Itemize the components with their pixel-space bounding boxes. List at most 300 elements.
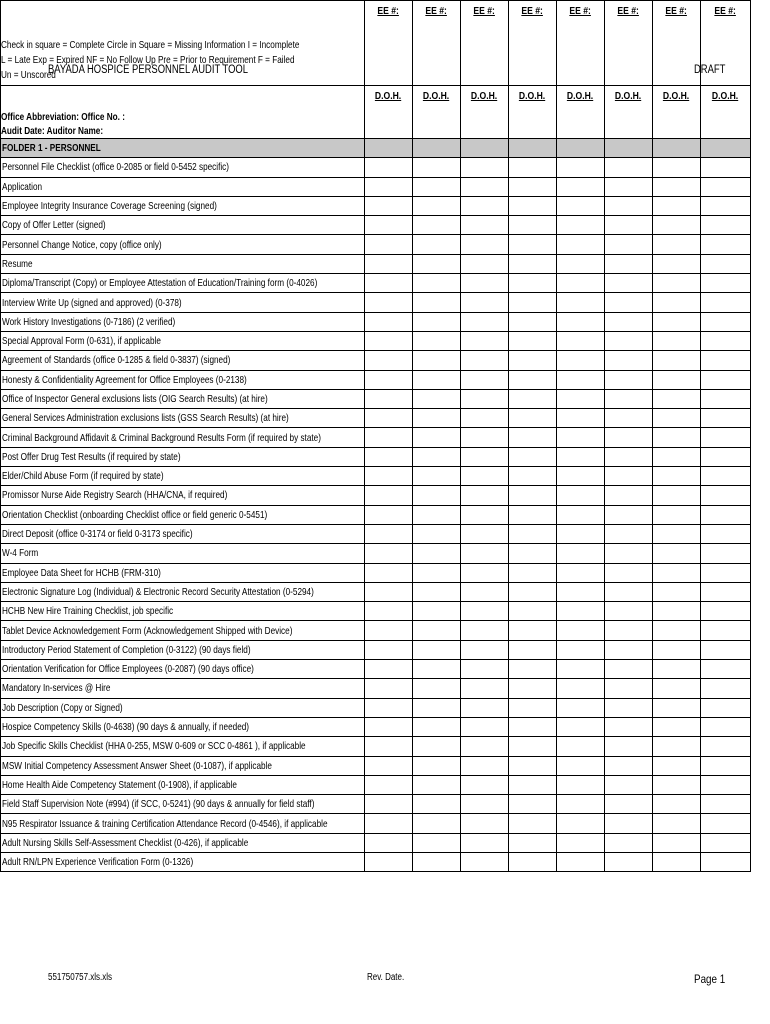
audit-check-cell[interactable] xyxy=(461,254,509,273)
audit-check-cell[interactable] xyxy=(509,196,557,215)
audit-check-cell[interactable] xyxy=(413,582,461,601)
audit-check-cell[interactable] xyxy=(413,660,461,679)
audit-check-cell[interactable] xyxy=(557,274,605,293)
audit-check-cell[interactable] xyxy=(365,679,413,698)
audit-check-cell[interactable] xyxy=(605,467,653,486)
audit-check-cell[interactable] xyxy=(653,795,701,814)
audit-check-cell[interactable] xyxy=(413,544,461,563)
audit-check-cell[interactable] xyxy=(557,717,605,736)
audit-check-cell[interactable] xyxy=(701,544,751,563)
audit-check-cell[interactable] xyxy=(413,351,461,370)
audit-check-cell[interactable] xyxy=(461,544,509,563)
audit-check-cell[interactable] xyxy=(653,467,701,486)
audit-check-cell[interactable] xyxy=(413,312,461,331)
audit-check-cell[interactable] xyxy=(413,389,461,408)
audit-check-cell[interactable] xyxy=(413,196,461,215)
audit-check-cell[interactable] xyxy=(605,196,653,215)
audit-check-cell[interactable] xyxy=(413,852,461,871)
audit-check-cell[interactable] xyxy=(653,331,701,350)
audit-check-cell[interactable] xyxy=(557,486,605,505)
audit-check-cell[interactable] xyxy=(701,312,751,331)
audit-check-cell[interactable] xyxy=(653,640,701,659)
audit-check-cell[interactable] xyxy=(413,274,461,293)
audit-check-cell[interactable] xyxy=(365,293,413,312)
audit-check-cell[interactable] xyxy=(605,602,653,621)
audit-check-cell[interactable] xyxy=(509,274,557,293)
audit-check-cell[interactable] xyxy=(653,679,701,698)
audit-check-cell[interactable] xyxy=(653,486,701,505)
audit-check-cell[interactable] xyxy=(461,698,509,717)
audit-check-cell[interactable] xyxy=(605,679,653,698)
audit-check-cell[interactable] xyxy=(653,524,701,543)
audit-check-cell[interactable] xyxy=(413,254,461,273)
audit-check-cell[interactable] xyxy=(461,235,509,254)
audit-check-cell[interactable] xyxy=(701,679,751,698)
audit-check-cell[interactable] xyxy=(461,717,509,736)
audit-check-cell[interactable] xyxy=(557,447,605,466)
audit-check-cell[interactable] xyxy=(461,389,509,408)
audit-check-cell[interactable] xyxy=(557,660,605,679)
audit-check-cell[interactable] xyxy=(509,544,557,563)
audit-check-cell[interactable] xyxy=(701,196,751,215)
audit-check-cell[interactable] xyxy=(701,795,751,814)
audit-check-cell[interactable] xyxy=(605,312,653,331)
audit-check-cell[interactable] xyxy=(509,312,557,331)
audit-check-cell[interactable] xyxy=(413,602,461,621)
audit-check-cell[interactable] xyxy=(509,814,557,833)
audit-check-cell[interactable] xyxy=(365,698,413,717)
audit-check-cell[interactable] xyxy=(701,775,751,794)
audit-check-cell[interactable] xyxy=(653,621,701,640)
audit-check-cell[interactable] xyxy=(653,814,701,833)
audit-check-cell[interactable] xyxy=(365,370,413,389)
audit-check-cell[interactable] xyxy=(365,524,413,543)
audit-check-cell[interactable] xyxy=(413,409,461,428)
audit-check-cell[interactable] xyxy=(365,467,413,486)
audit-check-cell[interactable] xyxy=(365,351,413,370)
audit-check-cell[interactable] xyxy=(653,235,701,254)
ee-header-cell[interactable] xyxy=(557,1,605,86)
audit-check-cell[interactable] xyxy=(461,331,509,350)
audit-check-cell[interactable] xyxy=(701,370,751,389)
audit-check-cell[interactable] xyxy=(701,814,751,833)
audit-check-cell[interactable] xyxy=(413,833,461,852)
audit-check-cell[interactable] xyxy=(605,254,653,273)
audit-check-cell[interactable] xyxy=(461,602,509,621)
audit-check-cell[interactable] xyxy=(509,486,557,505)
audit-check-cell[interactable] xyxy=(557,563,605,582)
audit-check-cell[interactable] xyxy=(653,196,701,215)
audit-check-cell[interactable] xyxy=(557,795,605,814)
audit-check-cell[interactable] xyxy=(461,351,509,370)
audit-check-cell[interactable] xyxy=(605,293,653,312)
audit-check-cell[interactable] xyxy=(653,660,701,679)
audit-check-cell[interactable] xyxy=(413,177,461,196)
audit-check-cell[interactable] xyxy=(605,814,653,833)
audit-check-cell[interactable] xyxy=(413,486,461,505)
audit-check-cell[interactable] xyxy=(557,351,605,370)
audit-check-cell[interactable] xyxy=(701,717,751,736)
audit-check-cell[interactable] xyxy=(461,177,509,196)
audit-check-cell[interactable] xyxy=(413,216,461,235)
audit-check-cell[interactable] xyxy=(413,428,461,447)
audit-check-cell[interactable] xyxy=(461,428,509,447)
audit-check-cell[interactable] xyxy=(653,717,701,736)
ee-header-cell[interactable] xyxy=(461,1,509,86)
audit-check-cell[interactable] xyxy=(365,660,413,679)
audit-check-cell[interactable] xyxy=(653,775,701,794)
audit-check-cell[interactable] xyxy=(557,544,605,563)
audit-check-cell[interactable] xyxy=(365,428,413,447)
audit-check-cell[interactable] xyxy=(365,254,413,273)
audit-check-cell[interactable] xyxy=(461,660,509,679)
ee-header-cell[interactable] xyxy=(509,1,557,86)
audit-check-cell[interactable] xyxy=(653,505,701,524)
audit-check-cell[interactable] xyxy=(557,505,605,524)
doh-header-cell[interactable] xyxy=(653,86,701,139)
audit-check-cell[interactable] xyxy=(653,274,701,293)
audit-check-cell[interactable] xyxy=(653,409,701,428)
doh-header-cell[interactable] xyxy=(365,86,413,139)
audit-check-cell[interactable] xyxy=(461,293,509,312)
audit-check-cell[interactable] xyxy=(653,177,701,196)
audit-check-cell[interactable] xyxy=(701,833,751,852)
audit-check-cell[interactable] xyxy=(605,409,653,428)
audit-check-cell[interactable] xyxy=(461,833,509,852)
audit-check-cell[interactable] xyxy=(701,158,751,177)
audit-check-cell[interactable] xyxy=(605,640,653,659)
audit-check-cell[interactable] xyxy=(701,698,751,717)
audit-check-cell[interactable] xyxy=(557,158,605,177)
audit-check-cell[interactable] xyxy=(557,582,605,601)
doh-header-cell[interactable] xyxy=(509,86,557,139)
audit-check-cell[interactable] xyxy=(701,621,751,640)
audit-check-cell[interactable] xyxy=(653,312,701,331)
audit-check-cell[interactable] xyxy=(365,833,413,852)
audit-check-cell[interactable] xyxy=(365,505,413,524)
audit-check-cell[interactable] xyxy=(605,331,653,350)
audit-check-cell[interactable] xyxy=(557,177,605,196)
audit-check-cell[interactable] xyxy=(461,737,509,756)
audit-check-cell[interactable] xyxy=(365,756,413,775)
audit-check-cell[interactable] xyxy=(701,756,751,775)
audit-check-cell[interactable] xyxy=(509,351,557,370)
audit-check-cell[interactable] xyxy=(557,602,605,621)
audit-check-cell[interactable] xyxy=(653,544,701,563)
audit-check-cell[interactable] xyxy=(509,428,557,447)
audit-check-cell[interactable] xyxy=(557,814,605,833)
audit-check-cell[interactable] xyxy=(365,852,413,871)
audit-check-cell[interactable] xyxy=(461,370,509,389)
doh-header-cell[interactable] xyxy=(701,86,751,139)
audit-check-cell[interactable] xyxy=(509,833,557,852)
audit-check-cell[interactable] xyxy=(557,428,605,447)
audit-check-cell[interactable] xyxy=(701,254,751,273)
audit-check-cell[interactable] xyxy=(365,544,413,563)
audit-check-cell[interactable] xyxy=(557,196,605,215)
doh-header-cell[interactable] xyxy=(605,86,653,139)
audit-check-cell[interactable] xyxy=(365,409,413,428)
audit-check-cell[interactable] xyxy=(461,582,509,601)
audit-check-cell[interactable] xyxy=(365,814,413,833)
audit-check-cell[interactable] xyxy=(509,640,557,659)
audit-check-cell[interactable] xyxy=(509,717,557,736)
audit-check-cell[interactable] xyxy=(653,582,701,601)
audit-check-cell[interactable] xyxy=(509,409,557,428)
audit-check-cell[interactable] xyxy=(365,717,413,736)
audit-check-cell[interactable] xyxy=(653,447,701,466)
audit-check-cell[interactable] xyxy=(461,467,509,486)
audit-check-cell[interactable] xyxy=(413,621,461,640)
audit-check-cell[interactable] xyxy=(653,563,701,582)
audit-check-cell[interactable] xyxy=(509,389,557,408)
audit-check-cell[interactable] xyxy=(413,293,461,312)
audit-check-cell[interactable] xyxy=(605,717,653,736)
audit-check-cell[interactable] xyxy=(413,679,461,698)
audit-check-cell[interactable] xyxy=(557,331,605,350)
audit-check-cell[interactable] xyxy=(605,524,653,543)
audit-check-cell[interactable] xyxy=(701,524,751,543)
audit-check-cell[interactable] xyxy=(365,274,413,293)
audit-check-cell[interactable] xyxy=(509,737,557,756)
audit-check-cell[interactable] xyxy=(461,505,509,524)
audit-check-cell[interactable] xyxy=(605,852,653,871)
audit-check-cell[interactable] xyxy=(701,486,751,505)
audit-check-cell[interactable] xyxy=(701,582,751,601)
audit-check-cell[interactable] xyxy=(509,254,557,273)
audit-check-cell[interactable] xyxy=(701,505,751,524)
audit-check-cell[interactable] xyxy=(701,467,751,486)
audit-check-cell[interactable] xyxy=(701,447,751,466)
audit-check-cell[interactable] xyxy=(365,737,413,756)
audit-check-cell[interactable] xyxy=(365,235,413,254)
audit-check-cell[interactable] xyxy=(557,737,605,756)
audit-check-cell[interactable] xyxy=(605,563,653,582)
audit-check-cell[interactable] xyxy=(701,389,751,408)
audit-check-cell[interactable] xyxy=(605,795,653,814)
audit-check-cell[interactable] xyxy=(605,177,653,196)
audit-check-cell[interactable] xyxy=(509,621,557,640)
audit-check-cell[interactable] xyxy=(413,737,461,756)
audit-check-cell[interactable] xyxy=(557,833,605,852)
audit-check-cell[interactable] xyxy=(557,293,605,312)
audit-check-cell[interactable] xyxy=(557,698,605,717)
doh-header-cell[interactable] xyxy=(557,86,605,139)
audit-check-cell[interactable] xyxy=(557,370,605,389)
audit-check-cell[interactable] xyxy=(461,524,509,543)
audit-check-cell[interactable] xyxy=(557,216,605,235)
audit-check-cell[interactable] xyxy=(701,428,751,447)
audit-check-cell[interactable] xyxy=(557,524,605,543)
audit-check-cell[interactable] xyxy=(701,293,751,312)
audit-check-cell[interactable] xyxy=(509,679,557,698)
audit-check-cell[interactable] xyxy=(365,486,413,505)
audit-check-cell[interactable] xyxy=(701,737,751,756)
audit-check-cell[interactable] xyxy=(701,274,751,293)
audit-check-cell[interactable] xyxy=(509,505,557,524)
audit-check-cell[interactable] xyxy=(365,196,413,215)
audit-check-cell[interactable] xyxy=(605,389,653,408)
audit-check-cell[interactable] xyxy=(557,409,605,428)
audit-check-cell[interactable] xyxy=(461,775,509,794)
audit-check-cell[interactable] xyxy=(557,640,605,659)
audit-check-cell[interactable] xyxy=(413,447,461,466)
audit-check-cell[interactable] xyxy=(365,795,413,814)
audit-check-cell[interactable] xyxy=(365,158,413,177)
audit-check-cell[interactable] xyxy=(365,775,413,794)
audit-check-cell[interactable] xyxy=(365,563,413,582)
audit-check-cell[interactable] xyxy=(365,640,413,659)
audit-check-cell[interactable] xyxy=(701,852,751,871)
audit-check-cell[interactable] xyxy=(461,640,509,659)
audit-check-cell[interactable] xyxy=(605,486,653,505)
audit-check-cell[interactable] xyxy=(605,447,653,466)
audit-check-cell[interactable] xyxy=(365,216,413,235)
audit-check-cell[interactable] xyxy=(365,621,413,640)
audit-check-cell[interactable] xyxy=(461,312,509,331)
audit-check-cell[interactable] xyxy=(413,563,461,582)
audit-check-cell[interactable] xyxy=(605,698,653,717)
audit-check-cell[interactable] xyxy=(461,158,509,177)
audit-check-cell[interactable] xyxy=(605,158,653,177)
audit-check-cell[interactable] xyxy=(701,177,751,196)
audit-check-cell[interactable] xyxy=(605,370,653,389)
audit-check-cell[interactable] xyxy=(557,852,605,871)
audit-check-cell[interactable] xyxy=(413,158,461,177)
audit-check-cell[interactable] xyxy=(413,505,461,524)
audit-check-cell[interactable] xyxy=(413,640,461,659)
audit-check-cell[interactable] xyxy=(509,370,557,389)
audit-check-cell[interactable] xyxy=(653,698,701,717)
audit-check-cell[interactable] xyxy=(509,293,557,312)
audit-check-cell[interactable] xyxy=(365,602,413,621)
audit-check-cell[interactable] xyxy=(605,775,653,794)
audit-check-cell[interactable] xyxy=(701,640,751,659)
audit-check-cell[interactable] xyxy=(413,331,461,350)
audit-check-cell[interactable] xyxy=(509,524,557,543)
audit-check-cell[interactable] xyxy=(653,293,701,312)
audit-check-cell[interactable] xyxy=(509,582,557,601)
audit-check-cell[interactable] xyxy=(413,795,461,814)
audit-check-cell[interactable] xyxy=(509,447,557,466)
audit-check-cell[interactable] xyxy=(413,775,461,794)
audit-check-cell[interactable] xyxy=(653,158,701,177)
audit-check-cell[interactable] xyxy=(365,331,413,350)
audit-check-cell[interactable] xyxy=(557,775,605,794)
audit-check-cell[interactable] xyxy=(653,737,701,756)
audit-check-cell[interactable] xyxy=(509,467,557,486)
audit-check-cell[interactable] xyxy=(461,563,509,582)
audit-check-cell[interactable] xyxy=(605,216,653,235)
audit-check-cell[interactable] xyxy=(461,852,509,871)
audit-check-cell[interactable] xyxy=(557,235,605,254)
audit-check-cell[interactable] xyxy=(557,254,605,273)
audit-check-cell[interactable] xyxy=(461,216,509,235)
audit-check-cell[interactable] xyxy=(461,486,509,505)
audit-check-cell[interactable] xyxy=(605,756,653,775)
audit-check-cell[interactable] xyxy=(701,351,751,370)
ee-header-cell[interactable] xyxy=(365,1,413,86)
audit-check-cell[interactable] xyxy=(701,216,751,235)
audit-check-cell[interactable] xyxy=(653,428,701,447)
audit-check-cell[interactable] xyxy=(461,756,509,775)
audit-check-cell[interactable] xyxy=(413,717,461,736)
audit-check-cell[interactable] xyxy=(653,351,701,370)
audit-check-cell[interactable] xyxy=(557,621,605,640)
audit-check-cell[interactable] xyxy=(509,216,557,235)
audit-check-cell[interactable] xyxy=(365,389,413,408)
doh-header-cell[interactable] xyxy=(413,86,461,139)
audit-check-cell[interactable] xyxy=(509,331,557,350)
audit-check-cell[interactable] xyxy=(509,660,557,679)
audit-check-cell[interactable] xyxy=(701,660,751,679)
audit-check-cell[interactable] xyxy=(605,660,653,679)
audit-check-cell[interactable] xyxy=(653,370,701,389)
ee-header-cell[interactable] xyxy=(413,1,461,86)
audit-check-cell[interactable] xyxy=(509,756,557,775)
audit-check-cell[interactable] xyxy=(365,447,413,466)
audit-check-cell[interactable] xyxy=(413,235,461,254)
audit-check-cell[interactable] xyxy=(461,274,509,293)
audit-check-cell[interactable] xyxy=(605,833,653,852)
audit-check-cell[interactable] xyxy=(509,698,557,717)
ee-header-cell[interactable] xyxy=(605,1,653,86)
audit-check-cell[interactable] xyxy=(653,254,701,273)
audit-check-cell[interactable] xyxy=(605,737,653,756)
audit-check-cell[interactable] xyxy=(701,331,751,350)
audit-check-cell[interactable] xyxy=(653,389,701,408)
audit-check-cell[interactable] xyxy=(509,795,557,814)
audit-check-cell[interactable] xyxy=(509,602,557,621)
audit-check-cell[interactable] xyxy=(605,351,653,370)
doh-header-cell[interactable] xyxy=(461,86,509,139)
audit-check-cell[interactable] xyxy=(653,833,701,852)
audit-check-cell[interactable] xyxy=(557,467,605,486)
audit-check-cell[interactable] xyxy=(557,312,605,331)
audit-check-cell[interactable] xyxy=(605,274,653,293)
audit-check-cell[interactable] xyxy=(605,505,653,524)
audit-check-cell[interactable] xyxy=(461,409,509,428)
audit-check-cell[interactable] xyxy=(653,602,701,621)
audit-check-cell[interactable] xyxy=(461,814,509,833)
audit-check-cell[interactable] xyxy=(605,235,653,254)
audit-check-cell[interactable] xyxy=(413,524,461,543)
audit-check-cell[interactable] xyxy=(413,370,461,389)
audit-check-cell[interactable] xyxy=(701,235,751,254)
audit-check-cell[interactable] xyxy=(701,409,751,428)
audit-check-cell[interactable] xyxy=(557,756,605,775)
audit-check-cell[interactable] xyxy=(461,447,509,466)
audit-check-cell[interactable] xyxy=(653,756,701,775)
audit-check-cell[interactable] xyxy=(413,467,461,486)
audit-check-cell[interactable] xyxy=(365,177,413,196)
audit-check-cell[interactable] xyxy=(509,852,557,871)
audit-check-cell[interactable] xyxy=(605,621,653,640)
audit-check-cell[interactable] xyxy=(701,602,751,621)
audit-check-cell[interactable] xyxy=(605,544,653,563)
audit-check-cell[interactable] xyxy=(461,679,509,698)
audit-check-cell[interactable] xyxy=(509,158,557,177)
audit-check-cell[interactable] xyxy=(413,814,461,833)
audit-check-cell[interactable] xyxy=(413,698,461,717)
audit-check-cell[interactable] xyxy=(509,235,557,254)
audit-check-cell[interactable] xyxy=(365,312,413,331)
audit-check-cell[interactable] xyxy=(461,621,509,640)
audit-check-cell[interactable] xyxy=(701,563,751,582)
audit-check-cell[interactable] xyxy=(653,216,701,235)
audit-check-cell[interactable] xyxy=(605,428,653,447)
audit-check-cell[interactable] xyxy=(365,582,413,601)
